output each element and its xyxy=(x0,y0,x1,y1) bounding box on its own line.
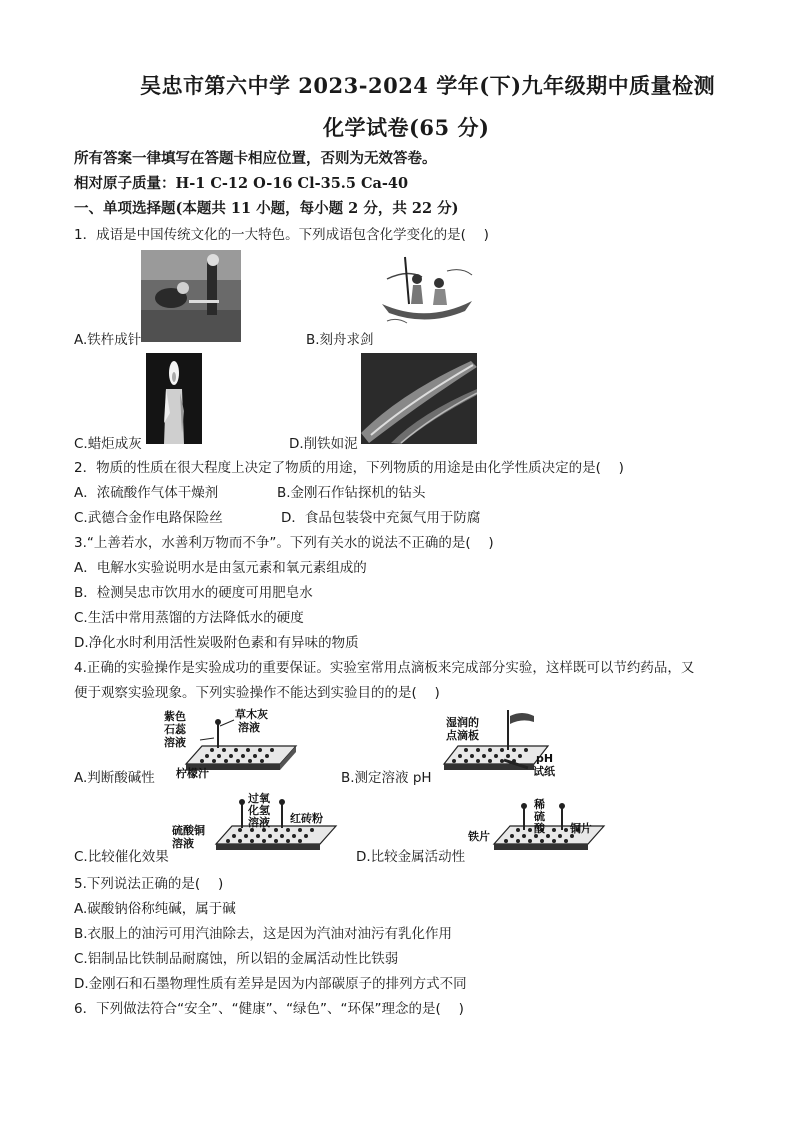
question-3-stem: 3.“上善若水，水善利万物而不争”。下列有关水的说法不正确的是( ) xyxy=(74,535,494,551)
fig-b-label-right2: 试纸 xyxy=(533,765,555,778)
q3-option-d: D.净化水时利用活性炭吸附色素和有异味的物质 xyxy=(74,635,359,651)
fig-a-label-right1: 草木灰 xyxy=(235,708,268,721)
question-4-stem-line2: 便于观察实验现象。下列实验操作不能达到实验目的的是( ) xyxy=(74,685,440,701)
question-1-stem: 1．成语是中国传统文化的一大特色。下列成语包含化学变化的是( ) xyxy=(74,227,489,243)
fig-a-label-right2: 溶液 xyxy=(238,721,260,734)
fig-b-label-right1: pH xyxy=(536,752,554,765)
q2-option-d: D．食品包装袋中充氮气用于防腐 xyxy=(281,510,481,526)
fig-d-label-left: 铁片 xyxy=(468,830,490,843)
question-4-stem-line1: 4.正确的实验操作是实验成功的重要保证。实验室常用点滴板来完成部分实验，这样既可以节约药品，又 xyxy=(74,660,695,676)
photo-sharp-knife xyxy=(361,353,477,444)
fig-d-label-right: 铜片 xyxy=(570,822,592,835)
fig-a-label-left3: 溶液 xyxy=(164,736,186,749)
q2-option-c: C.武德合金作电路保险丝 xyxy=(74,510,223,526)
fig-d-label-top3: 酸 xyxy=(534,822,545,835)
figure-catalyst-compare xyxy=(170,790,350,860)
q4-option-b: B.测定溶液 pH xyxy=(341,770,432,786)
q1-option-c: C.蜡炬成灰 xyxy=(74,436,142,452)
fig-c-label-top3: 溶液 xyxy=(248,816,270,829)
q5-option-a: A.碳酸钠俗称纯碱，属于碱 xyxy=(74,901,236,917)
fig-c-label-left1: 硫酸铜 xyxy=(172,824,205,837)
q3-option-a: A．电解水实验说明水是由氢元素和氧元素组成的 xyxy=(74,560,367,576)
fig-a-label-left1: 紫色 xyxy=(164,710,186,723)
q2-option-b: B.金刚石作钻探机的钻头 xyxy=(277,485,426,501)
figure-ph-test xyxy=(438,706,568,780)
fig-c-label-left2: 溶液 xyxy=(172,837,194,850)
q5-option-c: C.铝制品比铁制品耐腐蚀，所以铝的金属活动性比铁弱 xyxy=(74,951,399,967)
atomic-mass-line: 相对原子质量：H-1 C-12 O-16 Cl-35.5 Ca-40 xyxy=(74,175,409,192)
q4-option-d: D.比较金属活动性 xyxy=(356,849,466,865)
fig-c-label-top2: 化氢 xyxy=(248,804,270,817)
q4-option-c: C.比较催化效果 xyxy=(74,849,169,865)
fig-d-label-top1: 稀 xyxy=(534,798,545,811)
answer-instruction: 所有答案一律填写在答题卡相应位置，否则为无效答卷。 xyxy=(74,150,437,167)
fig-c-label-right: 红砖粉 xyxy=(290,812,323,825)
exam-title: 吴忠市第六中学 2023-2024 学年(下)九年级期中质量检测 xyxy=(140,73,716,98)
fig-d-label-top2: 硫 xyxy=(534,810,545,823)
question-2-stem: 2．物质的性质在很大程度上决定了物质的用途，下列物质的用途是由化学性质决定的是( ) xyxy=(74,460,624,476)
q5-option-b: B.衣服上的油污可用汽油除去，这是因为汽油对油污有乳化作用 xyxy=(74,926,453,942)
q5-option-d: D.金刚石和石墨物理性质有差异是因为内部碳原子的排列方式不同 xyxy=(74,976,467,992)
fig-b-label-left2: 点滴板 xyxy=(446,729,479,742)
exam-subtitle: 化学试卷(65 分) xyxy=(323,115,490,140)
q3-option-b: B．检测吴忠市饮用水的硬度可用肥皂水 xyxy=(74,585,313,601)
figure-metal-activity xyxy=(466,796,608,860)
fig-a-label-left2: 石蕊 xyxy=(164,723,186,736)
section-heading: 一、单项选择题(本题共 11 小题，每小题 2 分，共 22 分) xyxy=(74,200,459,217)
fig-a-label-bottom: 柠檬汁 xyxy=(176,767,209,780)
q4-option-a: A.判断酸碱性 xyxy=(74,770,155,786)
q3-option-c: C.生活中常用蒸馏的方法降低水的硬度 xyxy=(74,610,304,626)
photo-iron-rod-needle xyxy=(141,250,241,342)
fig-c-label-top1: 过氧 xyxy=(248,792,270,805)
question-5-stem: 5.下列说法正确的是( ) xyxy=(74,876,224,892)
question-6-stem: 6．下列做法符合“安全”、“健康”、“绿色”、“环保”理念的是( ) xyxy=(74,1001,464,1017)
photo-burning-candle xyxy=(146,353,202,444)
fig-b-label-left1: 湿润的 xyxy=(446,716,479,729)
q1-option-b: B.刻舟求剑 xyxy=(306,332,374,348)
q1-option-a: A.铁杵成针 xyxy=(74,332,142,348)
drawing-boat-sword xyxy=(377,249,477,331)
q1-option-d: D.削铁如泥 xyxy=(289,436,358,452)
q2-option-a: A．浓硫酸作气体干燥剂 xyxy=(74,485,219,501)
figure-acid-base-test xyxy=(160,706,303,780)
